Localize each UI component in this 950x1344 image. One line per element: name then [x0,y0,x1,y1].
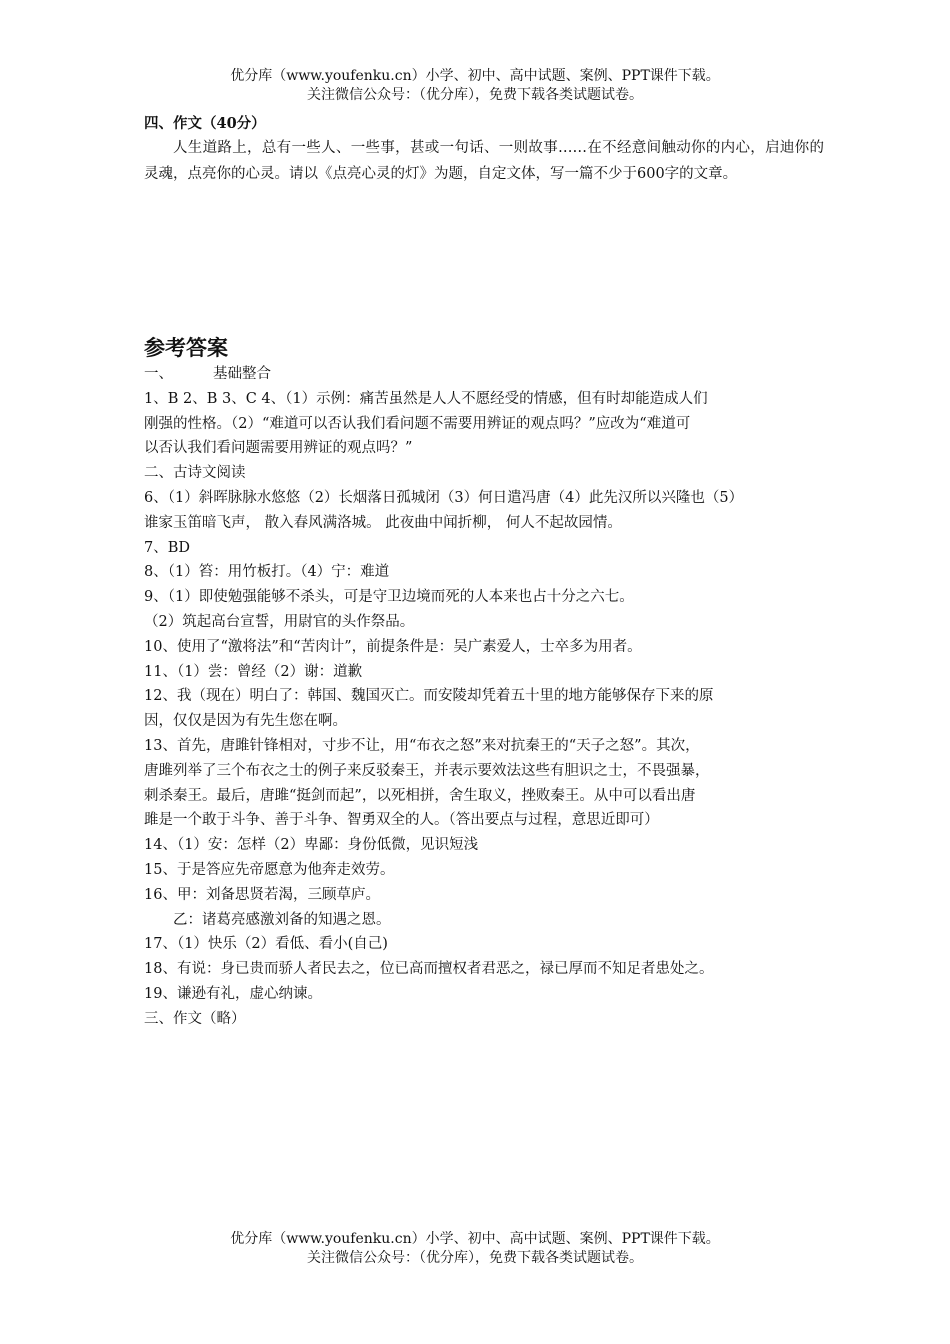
answer-line: 9、（1）即使勉强能够不杀头，可是守卫边境而死的人本来也占十分之六七。 [144,589,634,606]
answer-line: 以否认我们看问题需要用辨证的观点吗？” [144,440,413,457]
essay-title: 四、作文（40分） [144,115,266,132]
answer-line: 15、于是答应先帝愿意为他奔走效劳。 [144,861,395,878]
answer-key [144,334,824,1032]
answer-line: 10、使用了“激将法”和“苦肉计”，前提条件是：吴广素爱人，士卒多为用者。 [144,638,642,655]
essay-prompt: 人生道路上，总有一些人、一些事，甚或一句话、一则故事……在不经意间触动你的内心，启迪你的灵魂，点亮你的心灵。请以《点亮心灵的灯》为题，自定文体，写一篇不少于600字的文章。 [144,140,824,182]
answer-section-1 [144,362,824,387]
answer-line: 14、（1）安：怎样（2）卑鄙：身份低微，见识短浅 [144,837,479,854]
answer-line: （2）筑起高台宣誓，用尉官的头作祭品。 [144,613,415,630]
answer-line: 雎是一个敢于斗争、善于斗争、智勇双全的人。（答出要点与过程，意思近即可） [144,812,659,829]
answer-line: 因，仅仅是因为有先生您在啊。 [144,713,347,730]
section-number: 一、 [144,366,173,382]
answer-line: 1、B 2、B 3、C 4、（1）示例：痛苦虽然是人人不愿经受的情感，但有时却能造成人们 [144,390,708,407]
answer-line: 刚强的性格。（2）“难道可以否认我们看问题不需要用辨证的观点吗？”应改为“难道可 [144,415,691,432]
answer-line: 17、（1）快乐（2）看低、看小(自己) [144,936,388,953]
answer-line: 16、甲：刘备思贤若渴，三顾草庐。 [144,886,380,903]
answer-line: 8、（1）笞：用竹板打。（4）宁：难道 [144,564,390,581]
footer-line-2: 关注微信公众号：（优分库），免费下载各类试题试卷。 [307,1250,643,1266]
answer-line: 12、我（现在）明白了：韩国、魏国灭亡。而安陵却凭着五十里的地方能够保存下来的原 [144,688,714,705]
essay-section [144,112,824,187]
answer-line: 唐雎列举了三个布衣之士的例子来反驳秦王，并表示要效法这些有胆识之士，不畏强暴， [144,762,710,779]
answer-line: 刺杀秦王。最后，唐雎“挺剑而起”，以死相拼，舍生取义，挫败秦王。从中可以看出唐 [144,787,696,804]
answer-line: 6、（1）斜晖脉脉水悠悠（2）长烟落日孤城闭（3）何日遣冯唐（4）此先汉所以兴隆也（5） [144,489,744,506]
page-footer [0,1230,950,1268]
header-line-2: 关注微信公众号：（优分库），免费下载各类试题试卷。 [307,87,643,103]
footer-line-1: 优分库（www.youfenku.cn）小学、初中、高中试题、案例、PPT课件下载。 [230,1231,720,1247]
answer-line: 谁家玉笛暗飞声， 散入春风满洛城。 此夜曲中闻折柳， 何人不起故园情。 [144,514,622,531]
page-header [0,67,950,105]
section-label: 基础整合 [213,366,271,382]
answer-section-3: 三、作文（略） [144,1010,246,1027]
answer-line: 11、（1）尝：曾经（2）谢：道歉 [144,663,363,680]
answer-section-2: 二、古诗文阅读 [144,465,246,482]
answer-line: 7、BD [144,539,191,556]
header-line-1: 优分库（www.youfenku.cn）小学、初中、高中试题、案例、PPT课件下载。 [230,68,720,84]
answer-line: 19、谦逊有礼，虚心纳谏。 [144,985,322,1002]
answer-key-title: 参考答案 [144,336,228,360]
answer-line: 13、首先，唐雎针锋相对，寸步不让，用“布衣之怒”来对抗秦王的“天子之怒”。其次， [144,737,700,754]
answer-line: 乙：诸葛亮感激刘备的知遇之恩。 [173,911,391,928]
answer-line: 18、有说：身已贵而骄人者民去之，位已高而擅权者君恶之，禄已厚而不知足者患处之。 [144,961,714,978]
